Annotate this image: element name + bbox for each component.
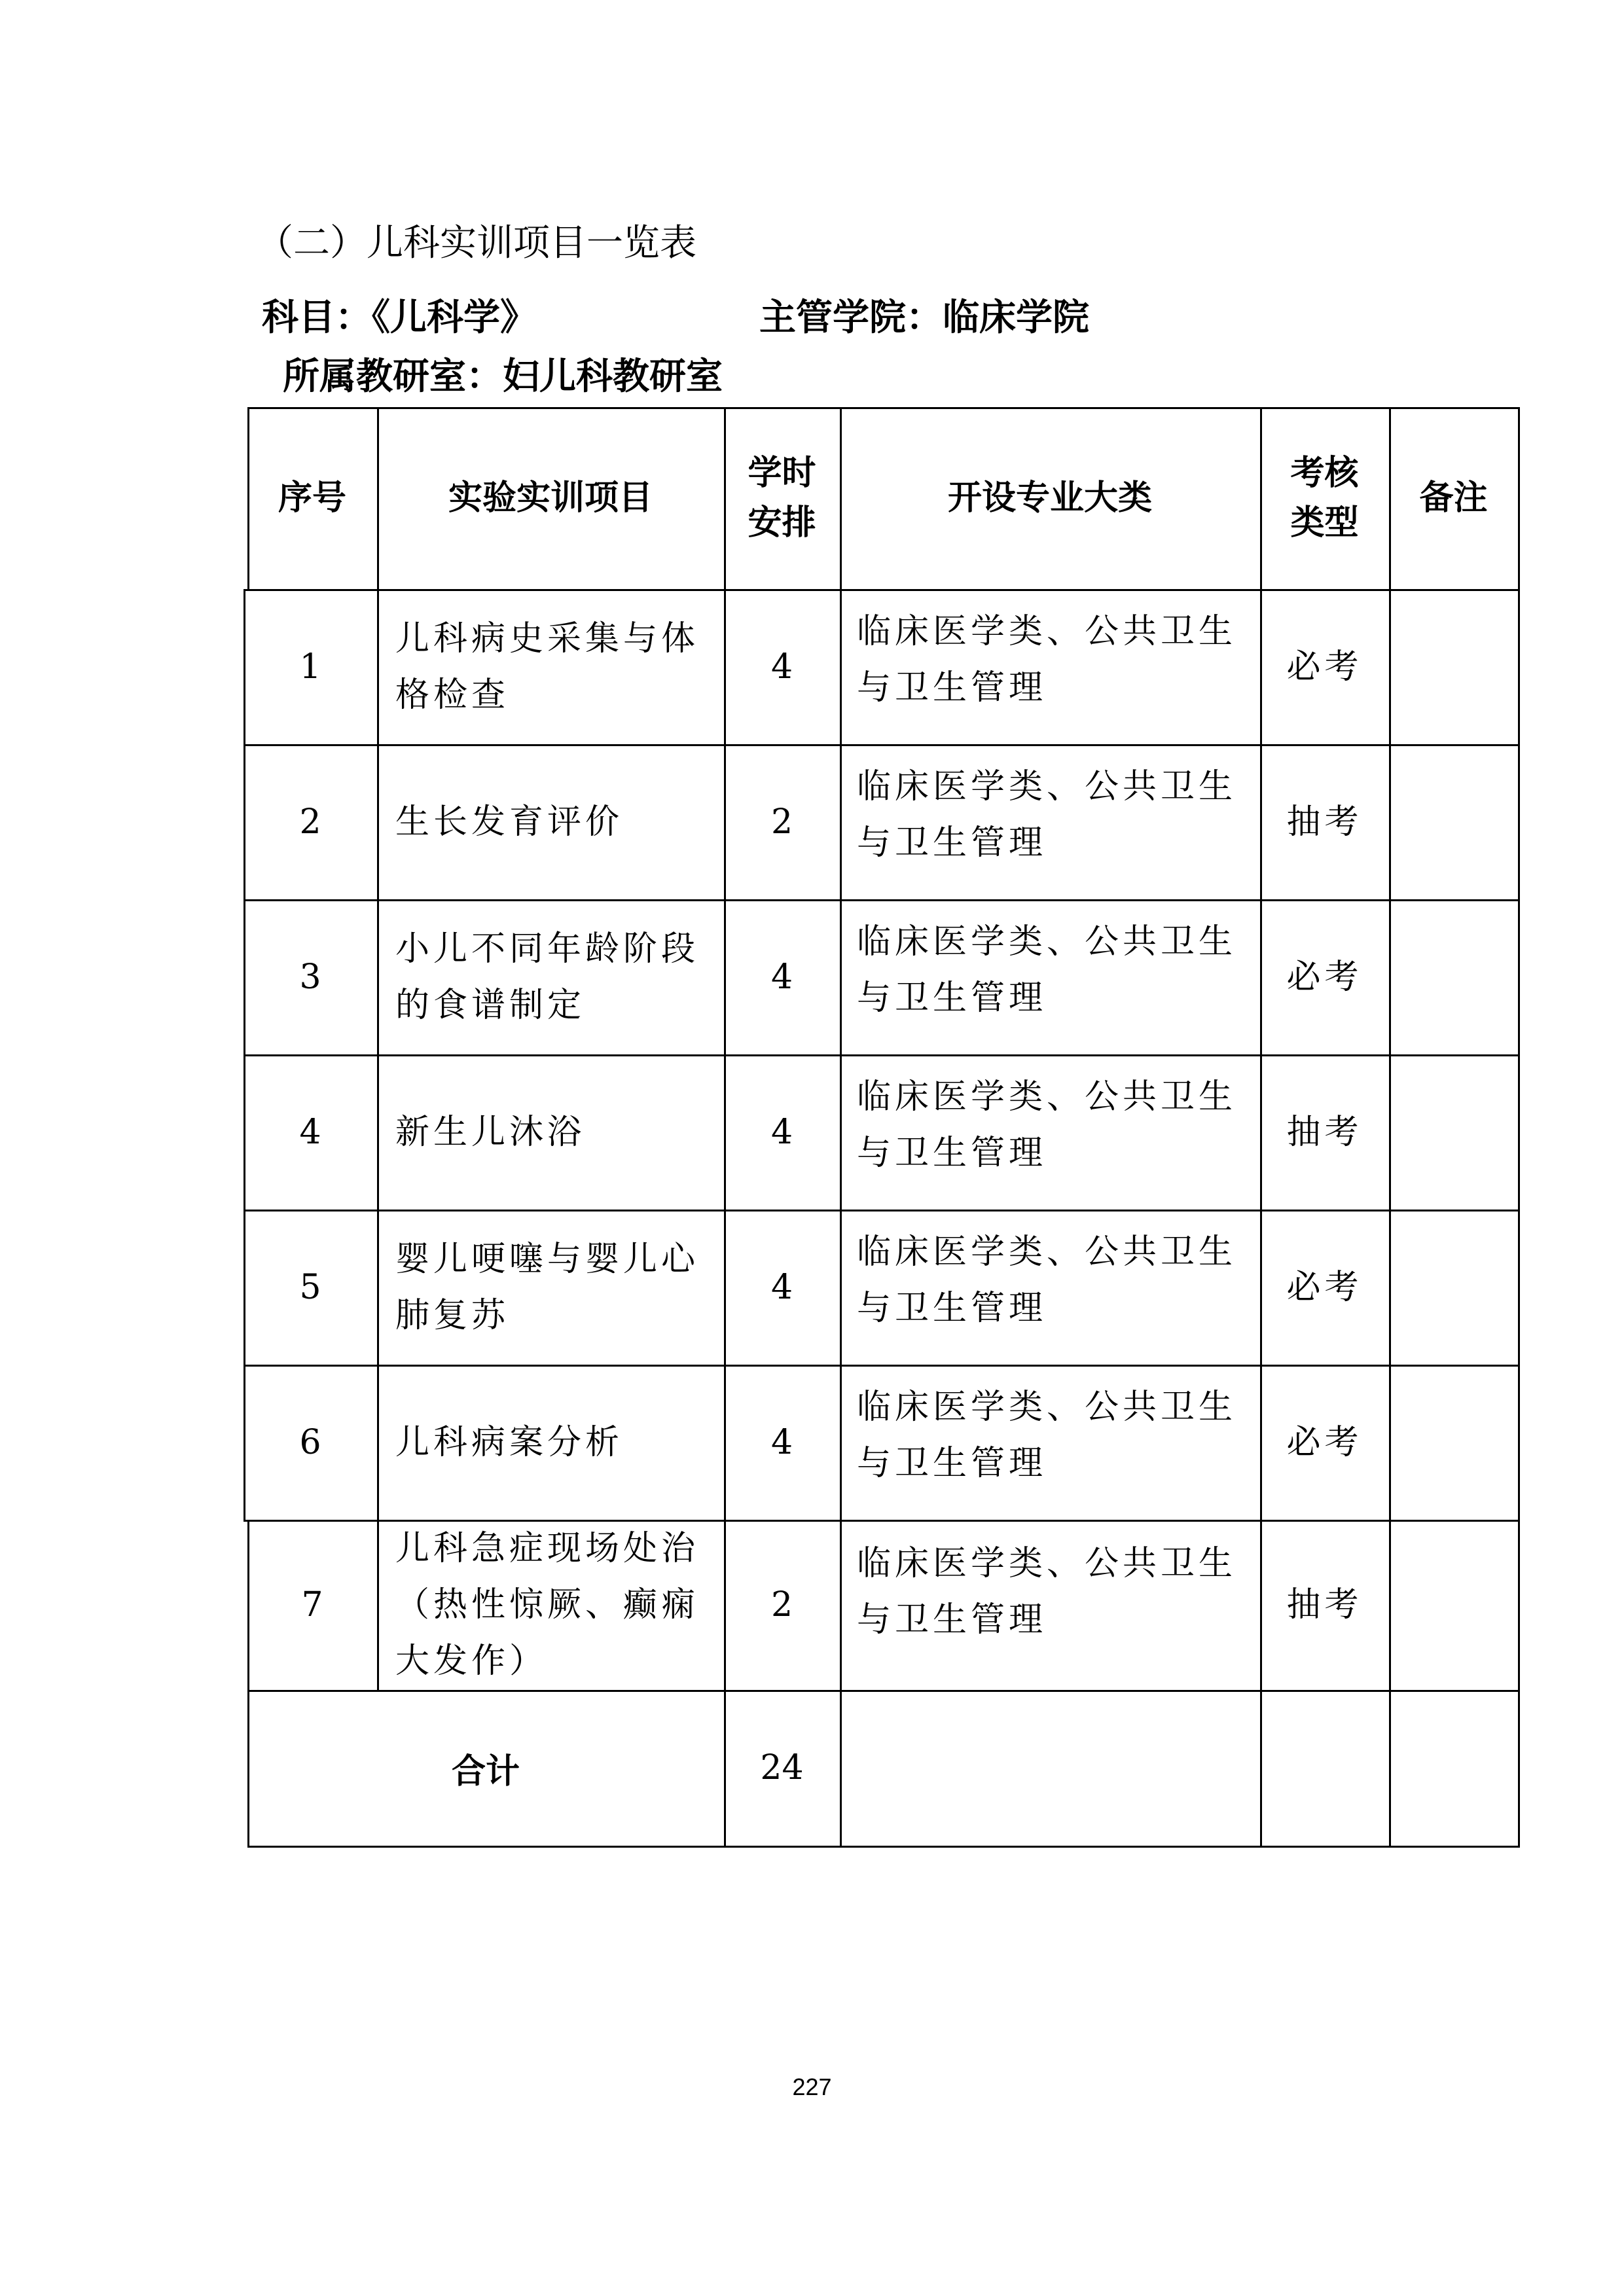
row-majors [840, 1054, 1260, 1210]
row-majors-text: 临床医学类、公共卫生与卫生管理 [857, 611, 1237, 708]
row-assess-text: 必考 [1286, 1267, 1363, 1307]
row-assess [1260, 589, 1389, 744]
section-heading: （二）儿科实训项目一览表 [257, 222, 696, 264]
row-hours-text: 4 [770, 1112, 793, 1152]
row-majors [840, 589, 1260, 744]
row-majors [840, 744, 1260, 899]
row-majors-text: 临床医学类、公共卫生与卫生管理 [857, 766, 1237, 863]
row-assess-text: 抽考 [1286, 802, 1363, 842]
row-hours [724, 744, 840, 899]
row-notes [1389, 589, 1518, 744]
row-notes [1389, 744, 1518, 899]
table-rule [1518, 407, 1520, 1848]
row-majors-text: 临床医学类、公共卫生与卫生管理 [857, 922, 1237, 1018]
college-label: 主管学院：临床学院 [759, 296, 1089, 339]
row-assess [1260, 1365, 1389, 1520]
header-hours-label: 学时 安排 [748, 454, 816, 543]
table-row [244, 589, 377, 744]
row-assess-text: 抽考 [1286, 1585, 1363, 1624]
page-number: 227 [792, 2073, 832, 2100]
row-majors-text: 临床医学类、公共卫生与卫生管理 [857, 1387, 1237, 1483]
row-project-text: 儿科病案分析 [395, 1422, 624, 1462]
row-assess-text: 必考 [1286, 957, 1363, 997]
total-label: 合计 [451, 1751, 520, 1791]
total-hours: 24 [760, 1748, 804, 1787]
row-hours-text: 2 [770, 1585, 793, 1624]
department-label: 所属教研室：妇儿科教研室 [283, 355, 723, 398]
table-row [244, 1210, 377, 1365]
row-project [377, 899, 724, 1054]
row-hours [724, 899, 840, 1054]
row-assess-text: 必考 [1286, 1422, 1363, 1462]
row-majors [840, 899, 1260, 1054]
total-hours-cell [724, 1690, 840, 1846]
row-assess-text: 必考 [1286, 647, 1363, 687]
header-project [377, 407, 724, 589]
table-row [244, 744, 377, 899]
total-label-cell [247, 1690, 724, 1846]
row-notes [1389, 899, 1518, 1054]
row-notes [1389, 1520, 1518, 1690]
row-notes [1389, 1054, 1518, 1210]
row-project [377, 1054, 724, 1210]
header-assess-label: 考核 类型 [1290, 454, 1359, 543]
row-project [377, 744, 724, 899]
header-assess [1260, 407, 1389, 589]
row-project [377, 1210, 724, 1365]
row-no: 2 [299, 802, 321, 842]
row-hours-text: 4 [770, 1267, 793, 1307]
row-majors-text: 临床医学类、公共卫生与卫生管理 [857, 1232, 1237, 1328]
row-project-text: 小儿不同年龄阶段的食谱制定 [395, 929, 700, 1025]
row-majors [840, 1365, 1260, 1520]
row-assess [1260, 1210, 1389, 1365]
table-row [244, 899, 377, 1054]
row-assess-text: 抽考 [1286, 1112, 1363, 1152]
row-project-text: 儿科急症现场处治（热性惊厥、癫痫大发作） [395, 1529, 700, 1681]
row-majors-text: 临床医学类、公共卫生与卫生管理 [857, 1544, 1237, 1640]
table-row [244, 1054, 377, 1210]
header-hours [724, 407, 840, 589]
row-majors-text: 临床医学类、公共卫生与卫生管理 [857, 1077, 1237, 1173]
row-hours-text: 4 [770, 957, 793, 997]
row-no: 7 [301, 1585, 323, 1624]
header-notes [1389, 407, 1518, 589]
row-hours [724, 1520, 840, 1690]
row-hours-text: 4 [770, 1422, 793, 1462]
header-no [247, 407, 377, 589]
row-notes [1389, 1365, 1518, 1520]
header-majors [840, 407, 1260, 589]
row-project-text: 新生儿沐浴 [395, 1112, 586, 1152]
row-project [377, 589, 724, 744]
row-no: 5 [299, 1267, 321, 1307]
table-rule [247, 1846, 1520, 1848]
row-majors [840, 1520, 1260, 1690]
row-project-text: 婴儿哽噻与婴儿心肺复苏 [395, 1239, 700, 1335]
row-no: 3 [299, 957, 321, 997]
row-hours [724, 1210, 840, 1365]
row-assess [1260, 1054, 1389, 1210]
row-majors [840, 1210, 1260, 1365]
row-assess [1260, 899, 1389, 1054]
row-project [377, 1365, 724, 1520]
subject-label: 科目：《儿科学》 [262, 296, 537, 339]
row-no: 1 [299, 647, 321, 687]
row-hours-text: 2 [770, 802, 793, 842]
row-notes [1389, 1210, 1518, 1365]
row-hours [724, 1365, 840, 1520]
header-no-label: 序号 [278, 478, 346, 518]
table-row [244, 1365, 377, 1520]
header-notes-label: 备注 [1419, 478, 1488, 518]
row-hours [724, 1054, 840, 1210]
row-no: 6 [299, 1422, 321, 1462]
row-hours [724, 589, 840, 744]
row-project-text: 儿科病史采集与体格检查 [395, 619, 700, 715]
row-project-text: 生长发育评价 [395, 802, 624, 842]
row-assess [1260, 1520, 1389, 1690]
header-project-label: 实验实训项目 [448, 478, 653, 518]
row-hours-text: 4 [770, 647, 793, 687]
header-majors-label: 开设专业大类 [947, 478, 1152, 518]
row-no: 4 [299, 1112, 321, 1152]
table-row [247, 1520, 377, 1690]
row-project [377, 1520, 724, 1690]
row-assess [1260, 744, 1389, 899]
